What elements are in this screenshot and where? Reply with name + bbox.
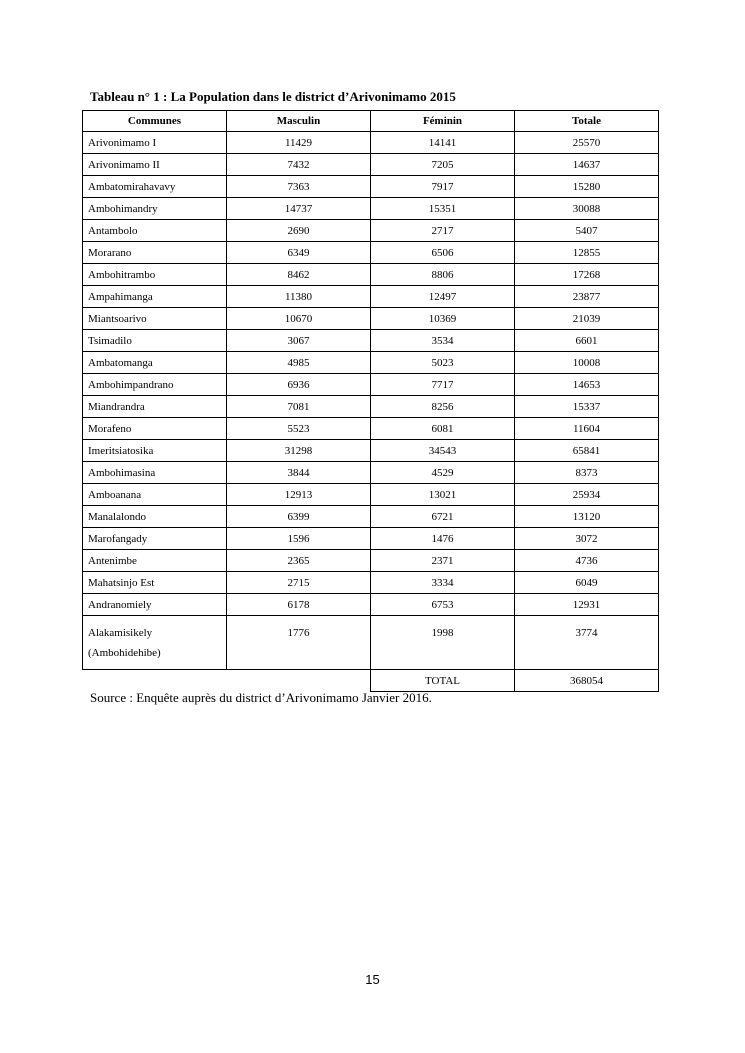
cell-feminin: 7717 [371,374,515,396]
cell-feminin: 5023 [371,352,515,374]
total-value: 368054 [515,670,659,692]
cell-feminin: 10369 [371,308,515,330]
cell-commune: Ambohimpandrano [83,374,227,396]
cell-masculin: 12913 [227,484,371,506]
cell-commune: Ampahimanga [83,286,227,308]
table-row [83,352,659,374]
cell-totale: 30088 [515,198,659,220]
cell-commune: Ambohimandry [83,198,227,220]
cell-totale: 23877 [515,286,659,308]
cell-feminin: 1476 [371,528,515,550]
cell-masculin: 6399 [227,506,371,528]
cell-totale: 10008 [515,352,659,374]
cell-commune: Manalalondo [83,506,227,528]
cell-feminin: 14141 [371,132,515,154]
table-row [83,374,659,396]
cell-commune: Antambolo [83,220,227,242]
cell-commune: Alakamisikely (Ambohidehibe) [83,616,227,670]
cell-feminin: 3334 [371,572,515,594]
cell-totale: 12855 [515,242,659,264]
cell-totale: 15280 [515,176,659,198]
table-row [83,440,659,462]
cell-feminin: 4529 [371,462,515,484]
cell-feminin: 13021 [371,484,515,506]
cell-commune: Antenimbe [83,550,227,572]
cell-masculin: 5523 [227,418,371,440]
table-row [83,308,659,330]
table-row [83,550,659,572]
header-totale: Totale [515,111,659,132]
cell-totale: 25934 [515,484,659,506]
table-row [83,176,659,198]
cell-commune: Amboanana [83,484,227,506]
cell-commune: Miandrandra [83,396,227,418]
table-row [83,264,659,286]
cell-totale: 5407 [515,220,659,242]
cell-commune: Andranomiely [83,594,227,616]
cell-feminin: 7205 [371,154,515,176]
page-number: 15 [365,972,380,987]
cell-commune: Imeritsiatosika [83,440,227,462]
cell-totale: 8373 [515,462,659,484]
cell-commune: Ambatomirahavavy [83,176,227,198]
cell-masculin: 1776 [227,616,371,670]
cell-totale: 11604 [515,418,659,440]
cell-masculin: 1596 [227,528,371,550]
cell-totale: 25570 [515,132,659,154]
cell-masculin: 4985 [227,352,371,374]
table-row [83,220,659,242]
table-row [83,396,659,418]
cell-masculin: 8462 [227,264,371,286]
cell-totale: 14653 [515,374,659,396]
cell-totale: 6049 [515,572,659,594]
table-row [83,286,659,308]
cell-masculin: 2715 [227,572,371,594]
cell-feminin: 8256 [371,396,515,418]
cell-commune: Mahatsinjo Est [83,572,227,594]
table-row [83,572,659,594]
table-row [83,154,659,176]
cell-commune: Arivonimamo I [83,132,227,154]
cell-commune: Marofangady [83,528,227,550]
cell-masculin: 7432 [227,154,371,176]
cell-masculin: 6178 [227,594,371,616]
table-row [83,528,659,550]
cell-commune: Miantsoarivo [83,308,227,330]
cell-feminin: 2717 [371,220,515,242]
cell-masculin: 7081 [227,396,371,418]
cell-masculin: 7363 [227,176,371,198]
cell-masculin: 6936 [227,374,371,396]
cell-totale: 6601 [515,330,659,352]
header-communes: Communes [83,111,227,132]
table-row [83,132,659,154]
cell-totale: 13120 [515,506,659,528]
table-row [83,616,659,670]
cell-totale: 3072 [515,528,659,550]
source-note: Source : Enquête auprès du district d’Arivonimamo Janvier 2016. [90,690,432,705]
cell-commune: Ambatomanga [83,352,227,374]
table-caption: Tableau n° 1 : La Population dans le district d’Arivonimamo 2015 [90,89,456,104]
cell-feminin: 6721 [371,506,515,528]
cell-feminin: 3534 [371,330,515,352]
cell-feminin: 8806 [371,264,515,286]
table-row [83,418,659,440]
cell-feminin: 15351 [371,198,515,220]
table-row [83,198,659,220]
cell-totale: 12931 [515,594,659,616]
cell-feminin: 6506 [371,242,515,264]
cell-masculin: 11380 [227,286,371,308]
cell-commune: Ambohimasina [83,462,227,484]
header-masculin: Masculin [227,111,371,132]
cell-totale: 21039 [515,308,659,330]
cell-feminin: 6081 [371,418,515,440]
cell-masculin: 2365 [227,550,371,572]
table-row [83,594,659,616]
table-header-row [83,111,659,132]
cell-commune: Arivonimamo II [83,154,227,176]
cell-masculin: 2690 [227,220,371,242]
cell-masculin: 3067 [227,330,371,352]
table-row [83,242,659,264]
cell-feminin: 6753 [371,594,515,616]
total-label: TOTAL [371,670,515,692]
cell-totale: 3774 [515,616,659,670]
cell-commune: Morafeno [83,418,227,440]
cell-masculin: 11429 [227,132,371,154]
cell-feminin: 2371 [371,550,515,572]
cell-masculin: 6349 [227,242,371,264]
cell-totale: 14637 [515,154,659,176]
table-row [83,484,659,506]
population-table [82,110,659,692]
cell-masculin: 31298 [227,440,371,462]
cell-commune: Morarano [83,242,227,264]
cell-feminin: 12497 [371,286,515,308]
table-body [83,132,659,692]
cell-masculin: 14737 [227,198,371,220]
table-row [83,462,659,484]
table-row [83,506,659,528]
cell-feminin: 1998 [371,616,515,670]
cell-feminin: 34543 [371,440,515,462]
cell-totale: 17268 [515,264,659,286]
cell-masculin: 10670 [227,308,371,330]
total-row [83,670,659,692]
cell-commune: Tsimadilo [83,330,227,352]
cell-feminin: 7917 [371,176,515,198]
total-row-spacer [83,670,371,692]
cell-commune: Ambohitrambo [83,264,227,286]
cell-masculin: 3844 [227,462,371,484]
cell-totale: 15337 [515,396,659,418]
cell-totale: 4736 [515,550,659,572]
cell-totale: 65841 [515,440,659,462]
header-feminin: Féminin [371,111,515,132]
table-row [83,330,659,352]
